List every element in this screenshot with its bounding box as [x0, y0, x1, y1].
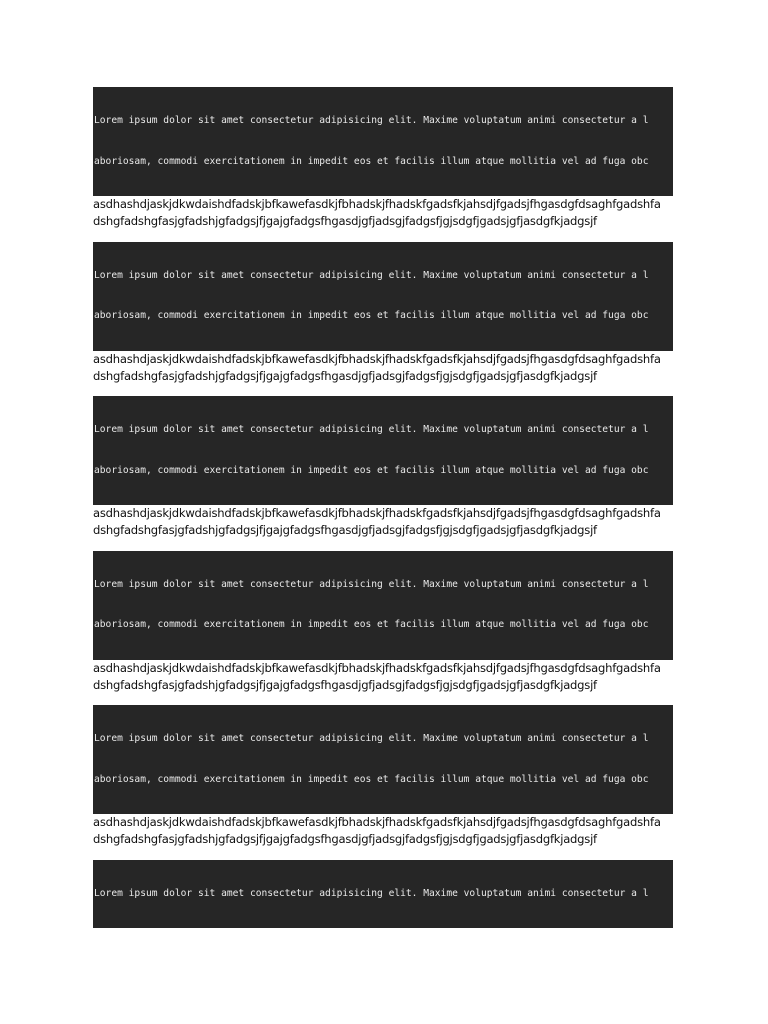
code-line: aboriosam, commodi exercitationem in impedit eos et facilis illum atque mollitia vel ad fuga obc: [94, 464, 649, 476]
code-block: [93, 860, 673, 928]
code-line: Lorem ipsum dolor sit amet consectetur adipisicing elit. Maxime voluptatum animi consectetur a l: [94, 115, 649, 127]
content-section: [93, 860, 673, 1015]
code-line: Lorem ipsum dolor sit amet consectetur adipisicing elit. Maxime voluptatum animi consectetur a l: [94, 269, 649, 281]
code-line: aboriosam, commodi exercitationem in impedit eos et facilis illum atque mollitia vel ad fuga obc: [94, 155, 649, 167]
plain-text-line: asdhashdjaskjdkwdaishdfadskjbfkawefasdkjfbhadskjfhadskfgadsfkjahsdjfgadsjfhgasdgfdsaghfgadshfa: [93, 351, 661, 366]
plain-text-line: asdhashdjaskjdkwdaishdfadskjbfkawefasdkjfbhadskjfhadskfgadsfkjahsdjfgadsjfhgasdgfdsaghfgadshfa: [93, 506, 661, 520]
code-line: Lorem ipsum dolor sit amet consectetur adipisicing elit. Maxime voluptatum animi consectetur a l: [94, 887, 649, 899]
plain-text-paragraph: [93, 814, 673, 848]
code-line: Lorem ipsum dolor sit amet consectetur adipisicing elit. Maxime voluptatum animi consectetur a l: [94, 424, 649, 436]
plain-text-paragraph: [93, 351, 673, 385]
code-block: [93, 87, 673, 196]
code-block: [93, 705, 673, 814]
plain-text-line: dshgfadshgfasjgfadshjgfadgsjfjgajgfadgsfhgasdjgfjadsgjfadgsfjgjsdgfjgadsjgfjasdgfkjadgsjf: [93, 368, 597, 383]
code-line: aboriosam, commodi exercitationem in impedit eos et facilis illum atque mollitia vel ad fuga obc: [94, 310, 649, 322]
content-section: [93, 705, 673, 860]
code-line: aboriosam, commodi exercitationem in impedit eos et facilis illum atque mollitia vel ad fuga obc: [94, 773, 649, 785]
plain-text-line: dshgfadshgfasjgfadshjgfadgsjfjgajgfadgsfhgasdjgfjadsgjfadgsfjgjsdgfjgadsjgfjasdgfkjadgsjf: [93, 832, 597, 846]
content-section: [93, 87, 673, 242]
plain-text-line: asdhashdjaskjdkwdaishdfadskjbfkawefasdkjfbhadskjfhadskfgadsfkjahsdjfgadsjfhgasdgfdsaghfgadshfa: [93, 197, 661, 211]
code-line: Lorem ipsum dolor sit amet consectetur adipisicing elit. Maxime voluptatum animi consectetur a l: [94, 733, 649, 745]
plain-text-line: dshgfadshgfasjgfadshjgfadgsjfjgajgfadgsfhgasdjgfjadsgjfadgsfjgjsdgfjgadsjgfjasdgfkjadgsjf: [93, 214, 597, 228]
document-page: [93, 87, 673, 1014]
code-line: aboriosam, commodi exercitationem in impedit eos et facilis illum atque mollitia vel ad fuga obc: [94, 619, 649, 631]
content-section: [93, 551, 673, 706]
code-line: Lorem ipsum dolor sit amet consectetur adipisicing elit. Maxime voluptatum animi consectetur a l: [94, 578, 649, 590]
code-block: [93, 396, 673, 505]
plain-text-paragraph: [93, 196, 673, 230]
plain-text-line: asdhashdjaskjdkwdaishdfadskjbfkawefasdkjfbhadskjfhadskfgadsfkjahsdjfgadsjfhgasdgfdsaghfgadshfa: [93, 815, 661, 829]
code-block: [93, 242, 673, 351]
plain-text-paragraph: [93, 660, 673, 694]
plain-text-line: dshgfadshgfasjgfadshjgfadgsjfjgajgfadgsfhgasdjgfjadsgjfadgsfjgjsdgfjgadsjgfjasdgfkjadgsjf: [93, 523, 597, 537]
plain-text-line: asdhashdjaskjdkwdaishdfadskjbfkawefasdkjfbhadskjfhadskfgadsfkjahsdjfgadsjfhgasdgfdsaghfgadshfa: [93, 660, 661, 675]
content-section: [93, 396, 673, 551]
content-section: [93, 242, 673, 397]
plain-text-line: dshgfadshgfasjgfadshjgfadgsjfjgajgfadgsfhgasdjgfjadsgjfadgsfjgjsdgfjgadsjgfjasdgfkjadgsjf: [93, 677, 597, 692]
plain-text-paragraph: [93, 505, 673, 539]
code-block: [93, 551, 673, 660]
